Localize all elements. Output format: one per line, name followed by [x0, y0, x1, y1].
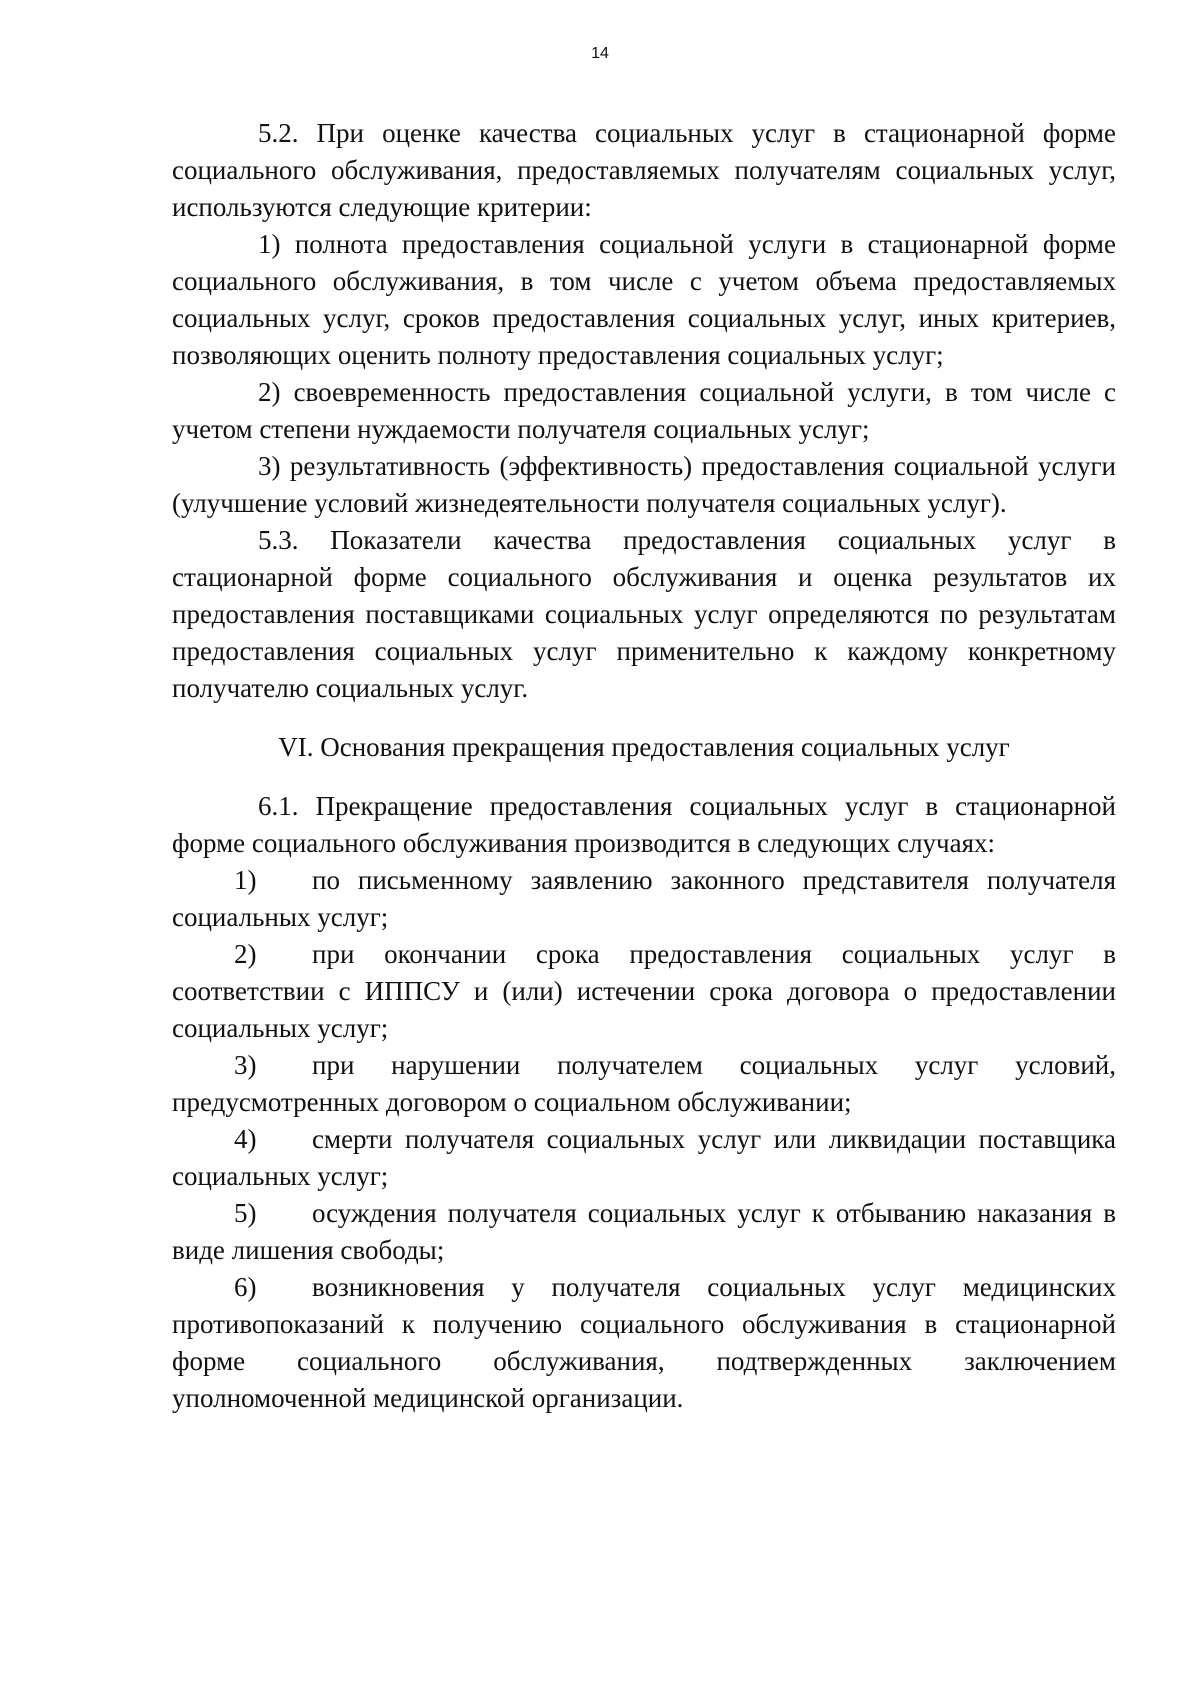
list-item-marker: 6)	[234, 1272, 257, 1302]
list-item-text: по письменному заявлению законного представителя получателя социальных услуг;	[172, 865, 1116, 932]
list-item	[172, 936, 1116, 1047]
document-body	[172, 115, 1116, 1417]
list-item-text: осуждения получателя социальных услуг к отбыванию наказания в виде лишения свободы;	[172, 1198, 1116, 1265]
list-item	[172, 862, 1116, 936]
list-item-marker: 4)	[234, 1124, 257, 1154]
paragraph-5-3: 5.3. Показатели качества предоставления социальных услуг в стационарной форме социального обслуживания и оценка результатов их предоставления поставщиками социальных услуг определяются по результатам предоставления социальных услуг применительно к каждому конкретному получателю социальных услуг.	[172, 525, 1116, 703]
list-item-marker: 2)	[234, 939, 257, 969]
list-item	[172, 1195, 1116, 1269]
list-item-marker: 3)	[234, 1050, 257, 1080]
criterion-2: 2) своевременность предоставления социальной услуги, в том числе с учетом степени нуждаемости получателя социальных услуг;	[172, 377, 1116, 444]
page-number: 14	[591, 45, 609, 62]
list-item	[172, 1047, 1116, 1121]
list-item	[172, 1121, 1116, 1195]
list-item-marker: 1)	[234, 865, 257, 895]
list-item-marker: 5)	[234, 1198, 257, 1228]
list-item	[172, 1269, 1116, 1417]
paragraph-5-2: 5.2. При оценке качества социальных услуг в стационарной форме социального обслуживания, предоставляемых получателям социальных услуг, используются следующие критерии:	[172, 118, 1116, 222]
list-item-text: смерти получателя социальных услуг или ликвидации поставщика социальных услуг;	[172, 1124, 1116, 1191]
list-item-text: при нарушении получателем социальных услуг условий, предусмотренных договором о социальном обслуживании;	[172, 1050, 1116, 1117]
criterion-1: 1) полнота предоставления социальной услуги в стационарной форме социального обслуживания, в том числе с учетом объема предоставляемых социальных услуг, сроков предоставления социальных услуг, иных критериев, позволяющих оценить полноту предоставления социальных услуг;	[172, 229, 1116, 370]
list-item-text: возникновения у получателя социальных услуг медицинских противопоказаний к получению социального обслуживания в стационарной форме социального обслуживания, подтвержденных заключением уполномоченной медицинской организации.	[172, 1272, 1116, 1413]
list-item-text: при окончании срока предоставления социальных услуг в соответствии с ИППСУ и (или) истечении срока договора о предоставлении социальных услуг;	[172, 939, 1116, 1043]
paragraph-6-1: 6.1. Прекращение предоставления социальных услуг в стационарной форме социального обслуживания производится в следующих случаях:	[172, 791, 1116, 858]
section-heading: VI. Основания прекращения предоставления социальных услуг	[278, 732, 1010, 762]
criterion-3: 3) результативность (эффективность) предоставления социальной услуги (улучшение условий жизнедеятельности получателя социальных услуг).	[172, 451, 1116, 518]
